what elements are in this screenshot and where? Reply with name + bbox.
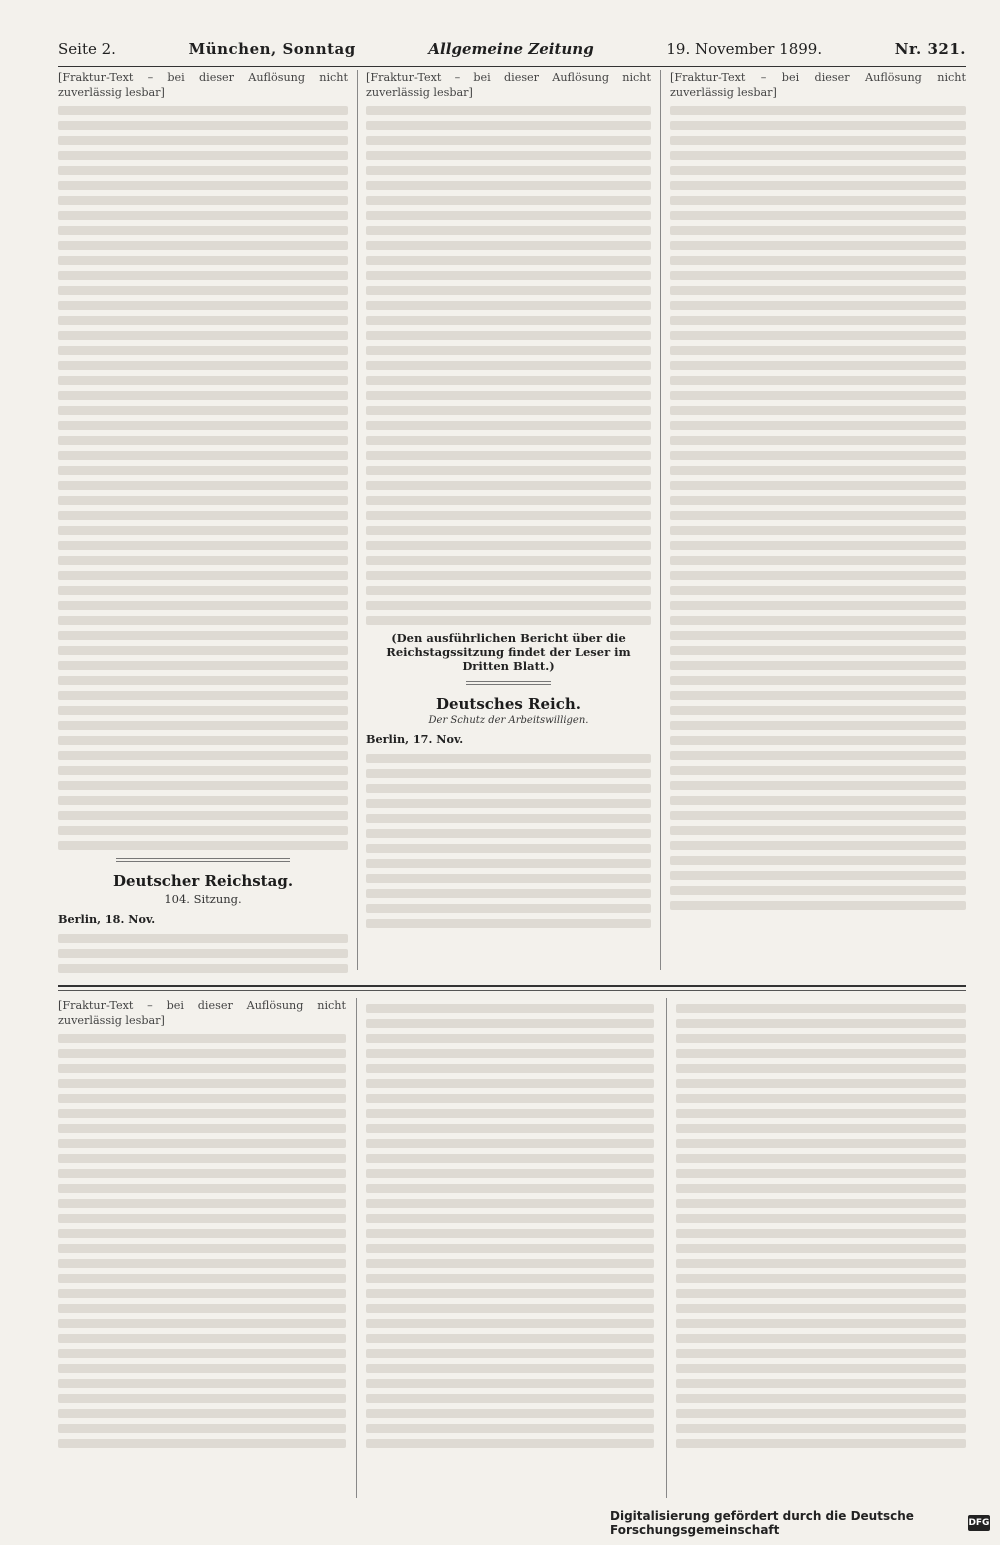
illegible-line	[58, 1229, 346, 1238]
illegible-line	[670, 181, 966, 190]
illegible-line	[366, 1289, 654, 1298]
illegible-line	[676, 1394, 966, 1403]
deutsches-reich-heading: Deutsches Reich.	[435, 695, 582, 714]
illegible-line	[676, 1109, 966, 1118]
credit-text: Digitalisierung gefördert durch die Deutsche Forschungsgemeinschaft	[610, 1509, 914, 1537]
illegible-line	[366, 616, 651, 625]
illegible-line	[366, 136, 651, 145]
illegible-line	[366, 241, 651, 250]
illegible-line	[58, 331, 348, 340]
illegible-line	[366, 1244, 654, 1253]
illegible-line	[58, 496, 348, 505]
illegible-line	[366, 586, 651, 595]
illegible-line	[676, 1424, 966, 1433]
illegible-line	[58, 646, 348, 655]
illegible-line	[366, 1154, 654, 1163]
illegible-line	[58, 511, 348, 520]
illegible-line	[58, 211, 348, 220]
illegible-line	[366, 1364, 654, 1373]
illegible-line	[366, 1439, 654, 1448]
illegible-line	[366, 1184, 654, 1193]
illegible-line	[670, 376, 966, 385]
newspaper-title: Allgemeine Zeitung	[428, 40, 594, 58]
illegible-line	[670, 781, 966, 790]
illegible-line	[676, 1244, 966, 1253]
illegible-line	[58, 241, 348, 250]
illegible-line	[366, 346, 651, 355]
illegible-line	[676, 1319, 966, 1328]
illegible-line	[670, 481, 966, 490]
illegible-line	[366, 361, 651, 370]
illegible-line	[366, 844, 651, 853]
illegible-line	[670, 136, 966, 145]
illegible-text: [Fraktur-Text – bei dieser Auflösung nicht zuverlässig lesbar]	[58, 71, 348, 100]
illegible-line	[670, 421, 966, 430]
illegible-line	[58, 466, 348, 475]
illegible-line	[58, 421, 348, 430]
illegible-line	[366, 226, 651, 235]
illegible-line	[58, 1154, 346, 1163]
illegible-line	[670, 541, 966, 550]
illegible-line	[670, 796, 966, 805]
illegible-line	[366, 1169, 654, 1178]
illegible-line	[366, 181, 651, 190]
illegible-text: [Fraktur-Text – bei dieser Auflösung nicht zuverlässig lesbar]	[670, 71, 966, 100]
illegible-line	[58, 571, 348, 580]
illegible-line	[58, 316, 348, 325]
illegible-line	[366, 1229, 654, 1238]
column-middle-upper	[366, 70, 651, 970]
illegible-line	[366, 106, 651, 115]
illegible-line	[58, 736, 348, 745]
illegible-line	[58, 376, 348, 385]
illegible-line	[58, 1364, 346, 1373]
illegible-line	[366, 1319, 654, 1328]
column-rule	[356, 998, 357, 1498]
issue-date: 19. November 1899.	[666, 40, 823, 58]
illegible-text: [Fraktur-Text – bei dieser Auflösung nicht zuverlässig lesbar]	[58, 999, 346, 1028]
illegible-line	[366, 151, 651, 160]
illegible-line	[366, 859, 651, 868]
illegible-line	[670, 721, 966, 730]
illegible-line	[366, 166, 651, 175]
deutsches-reich-dateline	[366, 732, 651, 747]
illegible-line	[670, 166, 966, 175]
illegible-line	[670, 196, 966, 205]
illegible-line	[670, 601, 966, 610]
illegible-line	[58, 121, 348, 130]
column-rule	[660, 70, 661, 970]
illegible-line	[366, 1304, 654, 1313]
illegible-line	[670, 346, 966, 355]
illegible-line	[58, 286, 348, 295]
illegible-line	[58, 1274, 346, 1283]
illegible-line	[58, 301, 348, 310]
illegible-line	[58, 256, 348, 265]
illegible-line	[366, 1424, 654, 1433]
illegible-line	[670, 316, 966, 325]
illegible-line	[670, 571, 966, 580]
illegible-line	[58, 1334, 346, 1343]
illegible-line	[366, 1004, 654, 1013]
illegible-line	[366, 406, 651, 415]
illegible-line	[676, 1304, 966, 1313]
illegible-line	[366, 1259, 654, 1268]
illegible-line	[58, 196, 348, 205]
illegible-line	[58, 631, 348, 640]
illegible-line	[366, 466, 651, 475]
illegible-line	[676, 1409, 966, 1418]
illegible-line	[676, 1364, 966, 1373]
reichstag-session: 104. Sitzung.	[164, 892, 242, 907]
illegible-line	[670, 811, 966, 820]
illegible-line	[58, 556, 348, 565]
illegible-line	[58, 826, 348, 835]
illegible-line	[670, 871, 966, 880]
illegible-line	[58, 706, 348, 715]
illegible-line	[58, 934, 348, 943]
illegible-line	[58, 1199, 346, 1208]
illegible-line	[58, 406, 348, 415]
column-rule	[357, 70, 358, 970]
section-separator	[466, 681, 552, 685]
illegible-line	[58, 1409, 346, 1418]
illegible-line	[366, 1409, 654, 1418]
deutsches-reich-subtitle: Der Schutz der Arbeitswilligen.	[428, 715, 589, 727]
illegible-line	[676, 1259, 966, 1268]
illegible-line	[670, 586, 966, 595]
illegible-line	[58, 676, 348, 685]
page-number: Seite 2.	[58, 40, 116, 58]
illegible-line	[58, 271, 348, 280]
illegible-line	[670, 496, 966, 505]
illegible-line	[366, 526, 651, 535]
illegible-line	[676, 1349, 966, 1358]
illegible-line	[670, 211, 966, 220]
column-middle-lower	[366, 998, 654, 1498]
city-and-day: München, Sonntag	[188, 40, 356, 58]
illegible-line	[676, 1064, 966, 1073]
illegible-line	[366, 1214, 654, 1223]
illegible-text: [Fraktur-Text – bei dieser Auflösung nicht zuverlässig lesbar]	[366, 71, 651, 100]
illegible-line	[670, 841, 966, 850]
illegible-line	[366, 874, 651, 883]
illegible-line	[670, 646, 966, 655]
illegible-line	[58, 151, 348, 160]
illegible-line	[670, 751, 966, 760]
illegible-line	[670, 271, 966, 280]
illegible-line	[670, 826, 966, 835]
illegible-line	[670, 556, 966, 565]
illegible-line	[670, 361, 966, 370]
illegible-line	[366, 571, 651, 580]
column-right-upper	[670, 70, 966, 970]
illegible-line	[366, 1019, 654, 1028]
section-separator	[116, 858, 290, 862]
illegible-line	[366, 1349, 654, 1358]
illegible-line	[670, 226, 966, 235]
illegible-line	[58, 601, 348, 610]
illegible-line	[676, 1214, 966, 1223]
illegible-line	[670, 436, 966, 445]
digitization-credit	[610, 1509, 990, 1537]
illegible-line	[366, 784, 651, 793]
illegible-line	[58, 1259, 346, 1268]
illegible-line	[58, 166, 348, 175]
dfg-logo-icon: DFG	[968, 1515, 990, 1531]
illegible-line	[366, 1109, 654, 1118]
illegible-line	[670, 856, 966, 865]
illegible-line	[366, 814, 651, 823]
illegible-line	[366, 541, 651, 550]
illegible-line	[366, 421, 651, 430]
illegible-line	[670, 661, 966, 670]
illegible-line	[366, 391, 651, 400]
illegible-line	[670, 736, 966, 745]
illegible-line	[676, 1184, 966, 1193]
illegible-line	[366, 904, 651, 913]
illegible-line	[58, 1124, 346, 1133]
illegible-line	[58, 766, 348, 775]
illegible-line	[676, 1079, 966, 1088]
illegible-line	[366, 889, 651, 898]
illegible-line	[366, 331, 651, 340]
illegible-line	[58, 691, 348, 700]
illegible-line	[676, 1004, 966, 1013]
illegible-line	[676, 1154, 966, 1163]
illegible-line	[58, 1424, 346, 1433]
newspaper-page	[58, 40, 966, 1510]
illegible-line	[676, 1334, 966, 1343]
illegible-line	[58, 1394, 346, 1403]
dateline-text: Berlin, 17. Nov.	[366, 732, 464, 747]
illegible-line	[670, 631, 966, 640]
illegible-line	[58, 436, 348, 445]
illegible-line	[58, 751, 348, 760]
illegible-line	[366, 1064, 654, 1073]
illegible-line	[676, 1289, 966, 1298]
illegible-line	[58, 586, 348, 595]
illegible-line	[366, 1199, 654, 1208]
illegible-line	[676, 1034, 966, 1043]
illegible-line	[366, 1394, 654, 1403]
illegible-line	[366, 1049, 654, 1058]
illegible-line	[58, 1319, 346, 1328]
illegible-line	[676, 1439, 966, 1448]
illegible-line	[366, 286, 651, 295]
illegible-line	[58, 391, 348, 400]
illegible-line	[676, 1139, 966, 1148]
illegible-line	[58, 721, 348, 730]
illegible-line	[366, 121, 651, 130]
column-right-lower	[676, 998, 966, 1498]
illegible-line	[366, 316, 651, 325]
illegible-line	[58, 1289, 346, 1298]
illegible-line	[58, 226, 348, 235]
illegible-line	[58, 796, 348, 805]
feuilleton-rule	[58, 985, 966, 991]
lower-section-feuilleton	[58, 998, 966, 1498]
illegible-line	[58, 1379, 346, 1388]
illegible-line	[58, 451, 348, 460]
illegible-line	[366, 481, 651, 490]
illegible-line	[58, 361, 348, 370]
illegible-line	[58, 541, 348, 550]
illegible-line	[366, 1124, 654, 1133]
illegible-line	[58, 1349, 346, 1358]
illegible-line	[670, 466, 966, 475]
illegible-line	[366, 1274, 654, 1283]
illegible-line	[670, 901, 966, 910]
report-notice: (Den ausführlichen Bericht über die Reichstagssitzung findet der Leser im Dritten Blatt.)	[386, 631, 631, 674]
illegible-line	[670, 391, 966, 400]
illegible-line	[58, 1034, 346, 1043]
illegible-line	[670, 766, 966, 775]
illegible-line	[670, 286, 966, 295]
upper-section	[58, 70, 966, 970]
illegible-line	[670, 526, 966, 535]
illegible-line	[366, 601, 651, 610]
illegible-line	[58, 346, 348, 355]
illegible-line	[676, 1094, 966, 1103]
illegible-line	[366, 829, 651, 838]
illegible-line	[670, 451, 966, 460]
illegible-line	[58, 1049, 346, 1058]
illegible-line	[58, 1109, 346, 1118]
illegible-line	[58, 106, 348, 115]
illegible-line	[676, 1124, 966, 1133]
illegible-line	[58, 964, 348, 973]
illegible-line	[366, 301, 651, 310]
illegible-line	[366, 256, 651, 265]
illegible-line	[670, 706, 966, 715]
illegible-line	[366, 1034, 654, 1043]
illegible-line	[366, 271, 651, 280]
column-rule	[666, 998, 667, 1498]
illegible-line	[366, 511, 651, 520]
illegible-line	[366, 1094, 654, 1103]
illegible-line	[58, 1214, 346, 1223]
illegible-line	[58, 616, 348, 625]
illegible-line	[670, 121, 966, 130]
reichstag-dateline	[58, 912, 348, 927]
illegible-line	[670, 331, 966, 340]
illegible-line	[676, 1379, 966, 1388]
illegible-line	[366, 496, 651, 505]
illegible-line	[366, 799, 651, 808]
reichstag-heading: Deutscher Reichstag.	[112, 872, 294, 891]
illegible-line	[366, 1379, 654, 1388]
illegible-line	[58, 661, 348, 670]
illegible-line	[58, 811, 348, 820]
column-left-upper	[58, 70, 348, 970]
illegible-line	[676, 1229, 966, 1238]
illegible-line	[366, 1139, 654, 1148]
illegible-line	[58, 481, 348, 490]
illegible-line	[670, 616, 966, 625]
illegible-line	[58, 181, 348, 190]
illegible-line	[670, 301, 966, 310]
illegible-line	[366, 769, 651, 778]
illegible-line	[676, 1019, 966, 1028]
illegible-line	[366, 556, 651, 565]
dateline-text: Berlin, 18. Nov.	[58, 912, 156, 927]
illegible-line	[58, 1439, 346, 1448]
illegible-line	[58, 1139, 346, 1148]
illegible-line	[670, 151, 966, 160]
illegible-line	[366, 376, 651, 385]
illegible-line	[58, 1184, 346, 1193]
illegible-line	[366, 1334, 654, 1343]
illegible-line	[366, 1079, 654, 1088]
illegible-line	[676, 1049, 966, 1058]
illegible-line	[366, 451, 651, 460]
illegible-line	[670, 691, 966, 700]
illegible-line	[58, 1094, 346, 1103]
illegible-line	[58, 526, 348, 535]
illegible-line	[58, 1244, 346, 1253]
illegible-line	[58, 1064, 346, 1073]
illegible-line	[366, 754, 651, 763]
illegible-line	[670, 241, 966, 250]
illegible-line	[670, 886, 966, 895]
column-left-lower	[58, 998, 346, 1498]
illegible-line	[366, 196, 651, 205]
illegible-line	[676, 1274, 966, 1283]
illegible-line	[676, 1169, 966, 1178]
illegible-line	[58, 136, 348, 145]
illegible-line	[366, 436, 651, 445]
illegible-line	[366, 919, 651, 928]
masthead	[58, 40, 966, 67]
illegible-line	[670, 676, 966, 685]
illegible-line	[670, 511, 966, 520]
illegible-line	[58, 949, 348, 958]
issue-number: Nr. 321.	[894, 40, 966, 58]
illegible-line	[670, 406, 966, 415]
illegible-line	[58, 781, 348, 790]
illegible-line	[670, 106, 966, 115]
illegible-line	[58, 1169, 346, 1178]
illegible-line	[58, 841, 348, 850]
illegible-line	[58, 1304, 346, 1313]
illegible-line	[58, 1079, 346, 1088]
illegible-line	[676, 1199, 966, 1208]
illegible-line	[366, 211, 651, 220]
illegible-line	[670, 256, 966, 265]
